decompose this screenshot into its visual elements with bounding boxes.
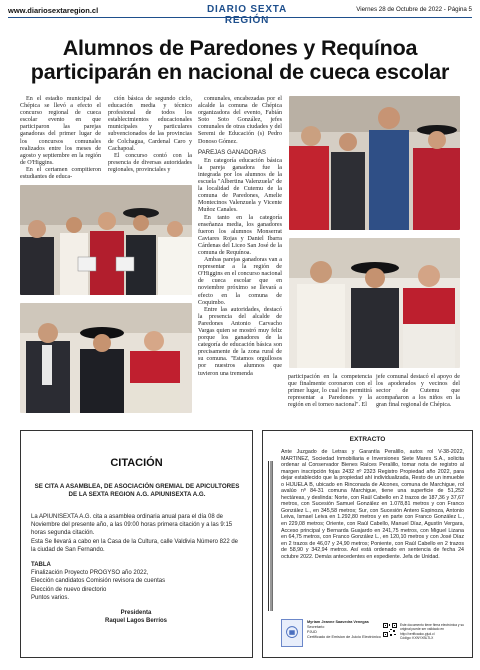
agenda-item: Elección candidatos Comisión revisora de cuentas — [31, 578, 166, 585]
signer-role: Secretario — [307, 625, 325, 629]
paragraph: En tanto en la categoría enseñanza media, los ganadores fueron los alumnos Monserrat Caviares Rojas y Daniel Ibarra Cárdenas del Liceo San José de la comuna de Requínoa. — [198, 214, 282, 256]
citacion-title: CITACIÓN — [110, 457, 163, 469]
signature-role: Presidenta — [120, 610, 152, 616]
newspaper-name: DIARIO SEXTA REGIÓN — [207, 4, 287, 26]
electronic-signature — [281, 617, 381, 651]
barcode-strip-icon — [266, 461, 274, 611]
paragraph: jefe comunal destacó el apoyo de los apoderados y vecinos del sector de Cutemu que acompañaron a los niños en la gran final regional de Chépica. — [376, 374, 460, 409]
extracto-notice — [262, 430, 473, 658]
signer-name: Myriam Jeanne Saavedra Venegas — [307, 620, 369, 624]
citacion-paragraph: La APIUNISEXTA A.G. cita a asamblea ordinaria anual para el día 08 de Noviembre del presente año, a las 09:00 horas primera citación y a las 9:15 horas segunda citación. — [31, 514, 233, 537]
paragraph: El concurso contó con la presencia de diversas autoridades regionales, provinciales y — [108, 152, 192, 173]
paragraph: Ambas parejas ganadoras van a representar a la región de O'Higgins en el concurso nacional de cueca escolar que en noviembre próximo se llevará a efecto en la comuna de Coquimbo. — [198, 257, 282, 306]
signature-name: Raquel Lagos Berríos — [104, 618, 167, 624]
article-column-1 — [20, 96, 101, 181]
article-column-4 — [288, 374, 372, 409]
paragraph: En el estadio municipal de Chépica se llevó a efecto el concurso regional de cueca escolar evento en que participaron las parejas ganadoras del primer lugar de los concursos comunales realizados entre los meses de agosto y septiembre en la región de O'Higgins. — [20, 96, 101, 166]
citacion-notice — [20, 430, 253, 658]
signature-text — [307, 620, 381, 640]
photo-couple-official — [20, 303, 192, 413]
citacion-body — [31, 513, 243, 554]
paragraph: comunales, encabezadas por el alcalde la comuna de Chépica organizadora del evento, Fabián Soto Soto González, jefes comunales de otras ciudades y del Seremi de Educación (s) Pedro Donoso Gómez. — [198, 96, 282, 145]
signer-cert: Certificado de Emision de Juicio Electrónico — [307, 635, 381, 639]
extracto-body: Ante Juzgado de Letras y Garantía Peralillo, autos rol V-38-2022, MARTINEZ, Sociedad Inmobiliaria e Inversiones Siete Mares S.A., solicita ordenar al Conservador Bienes Raíces Peralillo, tomar nota de registro al margen inscripción fojas 2432 nº 2323 Registro Propiedad año 2022, para dejar establecido que la propiedad ahí individualizada, Resto de un inmueble o HIJUELA B, ubicado en Rinconada de Alcones, comuna de Marchigue, rol avalúo nº 84-31 comuna Marchigue, tiene una superficie de 51,252 hectáreas, y deslinda: Norte, con Raúl Cabello en 2 trazos de 187,36 y 37,67 metros, con Sucesión Samuel González en 1.078,81 metros y con Franco González L., en 345,58 metros; Sur, con Sucesión Antero Espinoza, Antonio Leiva, Ismael Leiva en 1.292,80 metros y en parte con Franco González L., en 229,08 metros; Oriente, con Raúl Cabello, Manuel Díaz, Agustín Vergara, Acceso principal y Bernarda Guajardo en 241,75 metros, con Miguel Lizana en 64,75 metros, con Franco González L., en 120,10 metros y con José Díaz en 2 trazos de 46,07 y 24,90 metros; Poniente, con Raúl Cabello en 2 trazos de 58,90 y 342,94 metros. Así está ordenado en sentencia de fecha 24 octubre 2022. Demás antecedentes en expediente. Jefa de Unidad. — [281, 449, 464, 560]
agenda-item: Puntos varios. — [31, 594, 70, 601]
photo-authorities-group — [289, 96, 460, 230]
signer-entity: PJUD — [307, 630, 317, 634]
citacion-agenda — [31, 561, 243, 602]
masthead-bar — [8, 4, 472, 26]
issue-date: Viernes 28 de Octubre de 2022 - Página 5 — [356, 6, 472, 13]
paragraph: En el certamen compitieron estudiantes de educa- — [20, 166, 101, 181]
headline-line-2: participarán en nacional de cueca escolar — [30, 60, 450, 84]
headline-line-1: Alumnos de Paredones y Requínoa — [62, 36, 418, 60]
paragraph: En categoría educación básica la pareja ganadora fue la integrada por los alumnos de la escuela "Albertina Valenzuela" de la localidad de Cutemu de la comuna de Paredones, Amelie Montecinos Valenzuela y Vicente Muñoz Canales. — [198, 157, 282, 214]
agenda-title: TABLA — [31, 562, 51, 568]
qr-description: Este documento tiene firma electrónica y su original puede ser validado en http://verificadoc.pjud.cl — [400, 623, 464, 636]
article-column-3 — [198, 96, 282, 378]
qr-code-id: Código: KXNYXBLTLX — [400, 635, 434, 640]
seal-icon — [281, 619, 303, 647]
citacion-signature — [61, 609, 211, 625]
photo-winners-basic — [20, 185, 192, 295]
site-url[interactable]: www.diariosextaregion.cl — [8, 6, 99, 15]
section-subtitle: PAREJAS GANADORAS — [198, 148, 266, 156]
agenda-item: Finalización Proyecto PROGYSO año 2022, — [31, 570, 149, 577]
article-column-2 — [108, 96, 192, 174]
qr-verification-text — [400, 623, 466, 640]
qr-code-icon[interactable] — [383, 623, 397, 637]
citacion-heading: SE CITA A ASAMBLEA, DE ASOCIACIÓN GREMIAL DE APICULTORES DE LA SEXTA REGION A.G. APIUNISEXTA A.G. — [34, 483, 240, 498]
agenda-item: Elección de nuevo directorio — [31, 586, 107, 593]
paragraph: participación en la competencia que finalmente coronaron con el primer lugar, lo cual les permitirá representar a Paredones y la región en el torneo nacional". El — [288, 374, 372, 409]
paragraph: Entre las autoridades, destacó la presencia del alcalde de Paredones Antonio Carvacho Vargas quien se mostró muy feliz porque los ganadores de la categoría de educación básica son precisamente de la zona rural de su comuna. "Estamos orgullosos por nuestros alumnos que tuvieron una tremenda — [198, 306, 282, 377]
extracto-title: EXTRACTO — [349, 436, 386, 443]
paragraph: ción básica de segundo ciclo, educación media y técnico profesional de todos los establecimientos educacionales municipales y particulares subvencionados de las provincias de Colchagua, Cardenal Caro y Cachapoal. — [108, 96, 192, 152]
article-column-5 — [376, 374, 460, 409]
article-headline — [8, 36, 472, 84]
citacion-paragraph: Esta Se llevará a cabo en la Casa de la Cultura, calle Valdivia Número 822 de la ciudad de San Fernando. — [31, 538, 239, 553]
photo-couple-media — [289, 238, 460, 368]
